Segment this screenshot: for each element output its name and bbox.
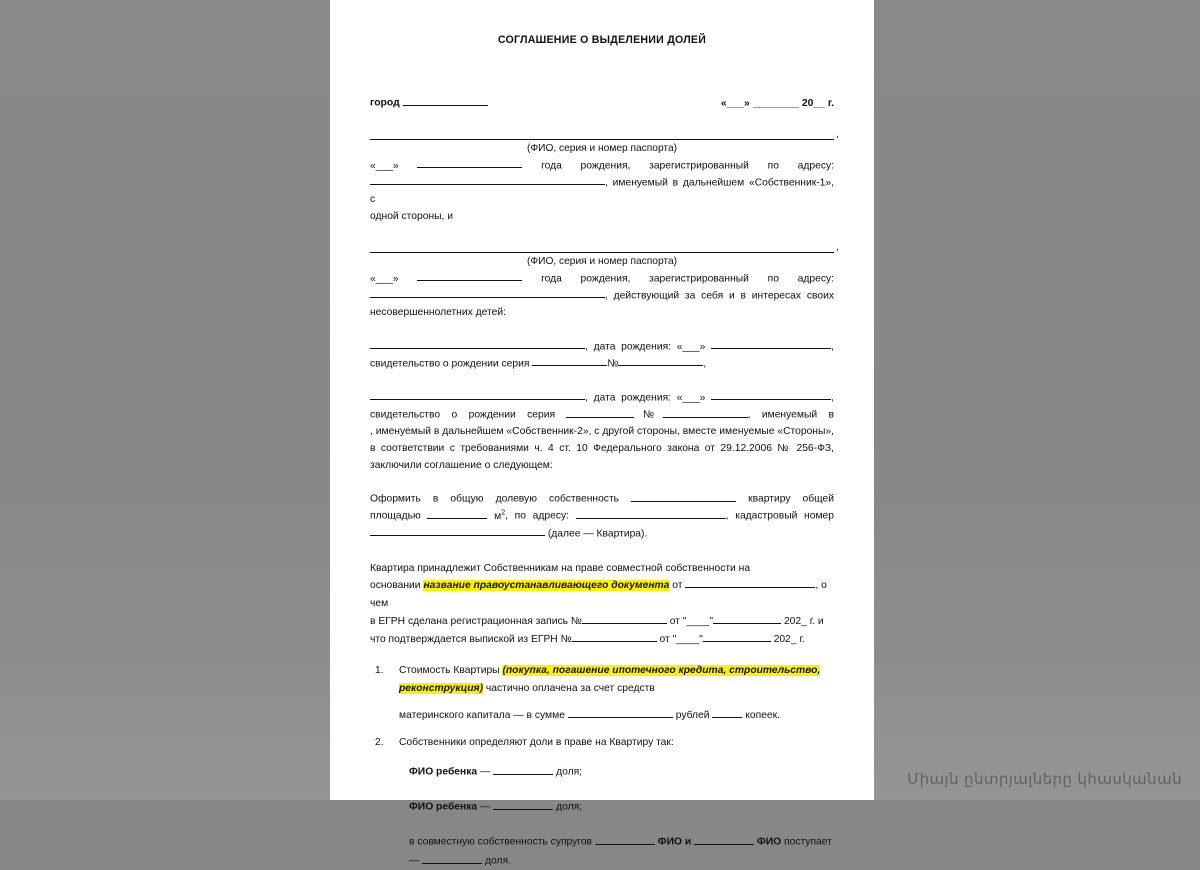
city-field bbox=[370, 95, 488, 112]
owner2-birth-line bbox=[370, 271, 834, 288]
owner1-quote-day: «___» bbox=[370, 160, 399, 172]
child1-cert-line bbox=[370, 356, 834, 373]
city-label: город bbox=[370, 97, 400, 109]
owner1-comma: , bbox=[836, 128, 839, 140]
parties-paragraph bbox=[370, 424, 834, 474]
capital-kopecks-blank bbox=[712, 708, 742, 718]
owner2-passport-rule bbox=[370, 241, 839, 253]
owner1-birth-line bbox=[370, 158, 834, 175]
share-child-2-name: ФИО ребенка bbox=[409, 801, 478, 813]
child2-name-blank bbox=[370, 390, 585, 400]
shares-list bbox=[370, 764, 834, 870]
register-area-exponent: 2 bbox=[501, 509, 506, 517]
child1-cert-label: свидетельство о рождении серия bbox=[370, 358, 530, 370]
child2-cert-label: свидетельство о рождении серия bbox=[370, 409, 556, 421]
city-blank bbox=[403, 95, 488, 106]
child2-name-line bbox=[370, 390, 834, 407]
owner1-passport-rule bbox=[370, 128, 839, 141]
register-l1b: квартиру общей bbox=[748, 493, 834, 505]
owner2-address-line bbox=[370, 288, 834, 305]
page-title: СОГЛАШЕНИЕ О ВЫДЕЛЕНИИ ДОЛЕЙ bbox=[497, 34, 707, 46]
child2-cert-series-blank bbox=[566, 407, 634, 417]
child2-comma: , bbox=[831, 392, 834, 404]
egrn-extract-number-blank bbox=[572, 631, 657, 641]
list-item-1 bbox=[370, 662, 834, 725]
register-l2a: площадью bbox=[370, 510, 421, 522]
ownership-line-4 bbox=[370, 631, 834, 649]
owner1-passport-caption: (ФИО, серия и номер паспорта) bbox=[527, 143, 677, 155]
share-child-1-blank bbox=[493, 764, 553, 774]
ownership-l4-post: 202_ г. bbox=[773, 633, 805, 645]
child1-cert-comma: , bbox=[703, 358, 707, 370]
ownership-l2-post: , о чем bbox=[370, 580, 827, 610]
ownership-l3-mid: от "____" bbox=[669, 615, 714, 627]
ownership-l2-mid: от bbox=[672, 580, 683, 592]
date-field: «___» ________ 20__ г. bbox=[720, 97, 834, 109]
share-child-1-dash: — bbox=[480, 766, 491, 778]
spouses-line-2 bbox=[409, 853, 834, 870]
child2-cert-number-blank bbox=[663, 407, 748, 417]
child1-dob-blank bbox=[711, 339, 831, 349]
owner2-birth-blank bbox=[417, 271, 522, 281]
register-address-blank bbox=[576, 508, 726, 518]
item-2-number: 2. bbox=[375, 737, 384, 749]
register-l3: (далее — Квартира). bbox=[547, 528, 648, 540]
register-cadastral-blank bbox=[370, 526, 545, 536]
egrn-record-number-blank bbox=[582, 613, 667, 623]
ownership-l2-pre: основании bbox=[370, 580, 421, 592]
item-1-post: частично оплачена за счет средств bbox=[485, 683, 655, 695]
child2-number-sign: № bbox=[634, 409, 663, 421]
owner2-address-blank bbox=[370, 288, 605, 298]
list-item-2 bbox=[370, 734, 834, 752]
child1-comma: , bbox=[831, 341, 834, 353]
owner2-comma: , bbox=[836, 241, 839, 253]
spouse-1-name: ФИО bbox=[657, 836, 682, 848]
register-block bbox=[370, 491, 834, 542]
spouses-pre: в совместную собственность супругов bbox=[409, 836, 593, 848]
city-and-date-row bbox=[370, 95, 834, 112]
capital-sum-blank bbox=[568, 708, 673, 718]
child1-name-blank bbox=[370, 339, 585, 349]
ownership-block bbox=[370, 560, 834, 649]
ownership-line-2 bbox=[370, 577, 834, 612]
child2-block bbox=[370, 390, 834, 474]
child2-dob-blank bbox=[711, 390, 831, 400]
child1-name-line bbox=[370, 339, 834, 356]
item-1-body bbox=[399, 662, 834, 725]
ownership-document-name-highlight: название правоустанавливающего документа bbox=[423, 580, 670, 592]
ownership-l4-mid: от "____" bbox=[659, 633, 703, 645]
egrn-extract-date-blank bbox=[703, 631, 771, 641]
share-row-spouses bbox=[409, 834, 834, 870]
spouse-1-blank bbox=[595, 834, 655, 844]
register-l2b: , по адресу: bbox=[505, 510, 569, 522]
egrn-record-date-blank bbox=[713, 613, 781, 623]
owner1-address-line bbox=[370, 175, 834, 209]
ownership-l4-pre: что подтверждается выпиской из ЕГРН № bbox=[370, 633, 572, 645]
owner1-block bbox=[370, 128, 839, 226]
spouses-post: поступает bbox=[784, 836, 832, 848]
document-page bbox=[330, 0, 874, 867]
owner1-birth-text: года рождения, зарегистрированный по адресу: bbox=[541, 160, 834, 172]
share-child-2-blank bbox=[493, 799, 553, 809]
owner1-tail-1: , именуемый в дальнейшем «Собственник-1», с bbox=[370, 177, 834, 206]
owner2-passport-blank bbox=[370, 242, 834, 253]
child2-dob-label: , дата рождения: «___» bbox=[585, 392, 706, 404]
owner2-birth-text: года рождения, зарегистрированный по адресу: bbox=[541, 273, 834, 285]
ownership-l3-pre: в ЕГРН сделана регистрационная запись № bbox=[370, 615, 582, 627]
register-area-blank bbox=[427, 508, 487, 518]
register-line-1 bbox=[370, 491, 834, 508]
item-1-l2c: копеек. bbox=[745, 710, 780, 722]
owner2-passport-caption: (ФИО, серия и номер паспорта) bbox=[527, 256, 677, 268]
item-1-payment-purpose-highlight: (покупка, погашение ипотечного кредита, строительство, реконструкция) bbox=[399, 665, 821, 695]
child1-cert-number-blank bbox=[618, 356, 703, 366]
ownership-line-1: Квартира принадлежит Собственникам на праве совместной собственности на bbox=[370, 562, 751, 574]
spouses-l2-suffix: доля. bbox=[485, 855, 512, 867]
item-1-line-2 bbox=[399, 707, 834, 725]
child1-cert-series-blank bbox=[532, 356, 607, 366]
share-child-1-suffix: доля; bbox=[556, 766, 583, 778]
register-area-unit: $м^2$ bbox=[494, 509, 506, 522]
share-row-child-1 bbox=[409, 764, 834, 781]
owner1-passport-blank bbox=[370, 130, 834, 141]
ownership-document-date-blank bbox=[685, 578, 815, 588]
share-child-2-suffix: доля; bbox=[556, 801, 583, 813]
spouses-share-blank bbox=[422, 853, 482, 863]
owner1-birth-blank bbox=[417, 158, 522, 168]
owner1-tail-2: одной стороны, и bbox=[370, 210, 454, 222]
owner1-address-blank bbox=[370, 175, 605, 185]
parties-paragraph-text: , именуемый в дальнейшем «Собственник-2», с другой стороны, вместе именуемые «Стороны», в соответствии с требованиями ч. 4 ст. 10 Федерального закона от 29.12.2006 № 256-ФЗ, заключили соглашение о следующем: bbox=[370, 426, 834, 471]
item-1-number: 1. bbox=[375, 665, 384, 677]
owner2-tail-2: несовершеннолетних детей: bbox=[370, 307, 506, 319]
ownership-line-3 bbox=[370, 613, 834, 631]
ownership-l3-post: 202_ г. и bbox=[783, 615, 824, 627]
item-2-text: Собственники определяют доли в праве на Квартиру так: bbox=[399, 737, 674, 749]
register-line-2 bbox=[370, 508, 834, 525]
register-l1a: Оформить в общую долевую собственность bbox=[370, 493, 620, 505]
spouse-2-blank bbox=[694, 834, 754, 844]
owner2-quote-day: «___» bbox=[370, 273, 399, 285]
watermark-text: Միայն ընտրյալները կհասկանան bbox=[907, 770, 1182, 788]
share-child-2-dash: — bbox=[480, 801, 491, 813]
child1-block bbox=[370, 339, 834, 373]
item-1-l2a: материнского капитала — в сумме bbox=[399, 710, 565, 722]
child1-dob-label: , дата рождения: «___» bbox=[585, 341, 706, 353]
owner2-block bbox=[370, 241, 839, 321]
spouses-l2-dash: — bbox=[409, 855, 420, 867]
child1-number-sign: № bbox=[607, 358, 619, 370]
item-1-l2b: рублей bbox=[675, 710, 710, 722]
register-share-blank bbox=[631, 491, 736, 501]
share-child-1-name: ФИО ребенка bbox=[409, 766, 478, 778]
share-row-child-2 bbox=[409, 799, 834, 816]
owner2-tail-1: , действующий за себя и в интересах своих bbox=[605, 290, 834, 302]
spouse-2-name: ФИО bbox=[756, 836, 782, 848]
item-1-pre: Стоимость Квартиры bbox=[399, 665, 500, 677]
agreement-items-list bbox=[370, 662, 834, 752]
register-line-3 bbox=[370, 526, 834, 543]
spouses-conj: и bbox=[684, 836, 692, 848]
child2-cert-tail: , именуемый в bbox=[747, 409, 834, 421]
register-l2c: , кадастровый номер bbox=[725, 510, 834, 522]
child2-cert-line bbox=[370, 407, 834, 424]
